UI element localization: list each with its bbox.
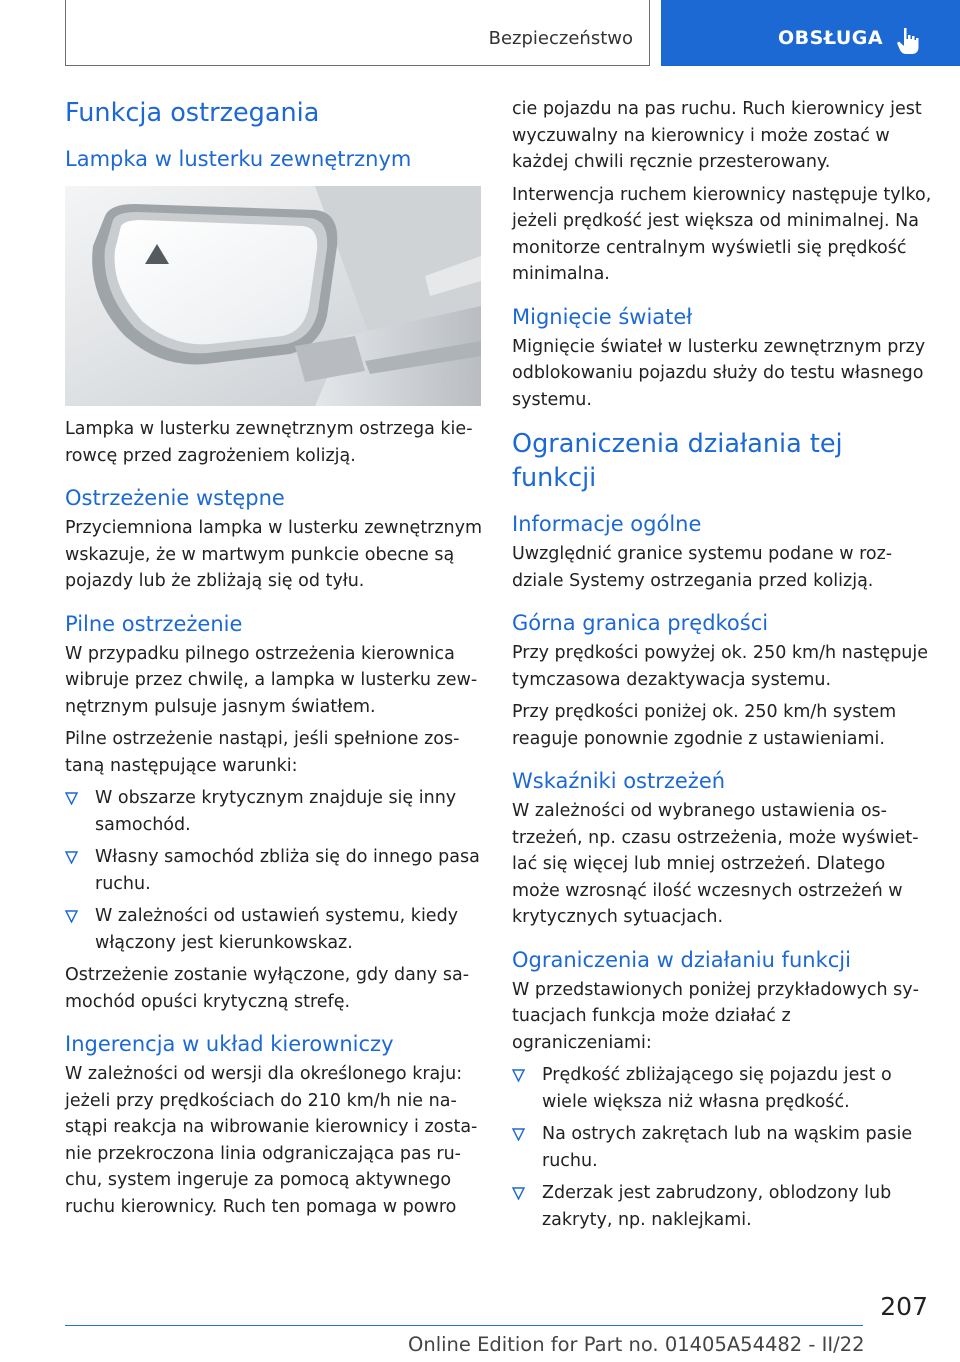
section-label: Bezpieczeństwo: [488, 28, 633, 49]
light-flash-text: Mignięcie świateł w lusterku zewnętrznym przy odblokowaniu pojazdu służy do testu własnego systemu.: [512, 336, 926, 410]
page-header: [0, 0, 960, 66]
page-number: 207: [880, 1292, 928, 1321]
pre-warning-heading: Ostrzeżenie wstępne: [65, 486, 285, 510]
urgent-warning-text: W przypadku pilnego ostrzeżenia kierownica wibruje przez chwilę, a lampka w lusterku zewnętrznym pulsuje jasnym światłem.: [65, 643, 478, 717]
bullet-triangle-icon: [512, 1187, 525, 1200]
pre-warning-text: Przyciemniona lampka w lusterku zewnętrznym wskazuje, że w martwym punkcie obecne są pojazdy lub że zbliżają się od tyłu.: [65, 518, 483, 591]
section-tab[interactable]: [65, 0, 650, 66]
list-item: Własny samochód zbliża się do innego pasa ruchu.: [65, 844, 485, 897]
hand-pointer-icon: [895, 26, 921, 56]
steering-text-continued: cie pojazdu na pas ruchu. Ruch kierownicy jest wyczuwalny na kierownicy i może zostać w każdej chwili ręcznie przesterowany.: [512, 99, 922, 172]
speed-limit-text-1: Przy prędkości powyżej ok. 250 km/h następuje tymczasowa dezaktywacja systemu.: [512, 643, 929, 690]
list-item: Zderzak jest zabrudzony, oblodzony lub zakryty, np. naklejkami.: [512, 1180, 932, 1233]
limits-list: [512, 1062, 932, 1233]
bullet-triangle-icon: [65, 851, 78, 864]
general-info-heading: Informacje ogólne: [512, 512, 702, 536]
warning-off-text: Ostrzeżenie zostanie wyłączone, gdy dany samochód opuści krytyczną strefę.: [65, 965, 470, 1012]
list-item: Na ostrych zakrętach lub na wąskim pasie ruchu.: [512, 1121, 932, 1174]
general-info-text: Uwzględnić granice systemu podane w rozdziale Systemy ostrzegania przed kolizją.: [512, 544, 893, 591]
list-item: W zależności od ustawień systemu, kiedy włączony jest kierunkowskaz.: [65, 903, 485, 956]
intro-text: Lampka w lusterku zewnętrznym ostrzega kierowcę przed zagrożeniem kolizją.: [65, 419, 473, 466]
warning-indicators-heading: Wskaźniki ostrzeżeń: [512, 769, 726, 793]
list-item: W obszarze krytycznym znajduje się inny samochód.: [65, 785, 485, 838]
list-item: Prędkość zbliżającego się pojazdu jest o wiele większa niż własna prędkość.: [512, 1062, 932, 1115]
edition-text: Online Edition for Part no. 01405A54482 - II/22: [408, 1333, 865, 1356]
bullet-triangle-icon: [65, 792, 78, 805]
side-mirror-illustration: [65, 186, 481, 406]
steering-min-speed-text: Interwencja ruchem kierownicy następuje tylko, jeżeli prędkość jest większa od minimalnej. Na monitorze centralnym wyświetli się prędkość minimalna.: [512, 184, 932, 284]
urgent-warning-conditions: Pilne ostrzeżenie nastąpi, jeśli spełnione zostaną następujące warunki:: [65, 729, 460, 776]
urgent-warning-heading: Pilne ostrzeżenie: [65, 611, 243, 636]
steering-text: W zależności od wersji dla określonego kraju: jeżeli przy prędkościach do 210 km/h nie nastąpi reakcja na wibrowanie kierownicy i zostanie przekroczona linia odgraniczająca pas ruchu, system ingeruje za pomocą aktywnego ruchu kierownicy. Ruch ten pomaga w powro: [65, 1064, 478, 1217]
bullet-triangle-icon: [512, 1069, 525, 1082]
bullet-triangle-icon: [65, 910, 78, 923]
section-title: Funkcja ostrzegania: [65, 98, 320, 128]
warning-indicators-text: W zależności od wybranego ustawienia ostrzeżeń, np. czasu ostrzeżenia, może wyświetlać się więcej lub mniej ostrzeżeń. Dlatego może wzrosnąć ilość wczesnych ostrzeżeń w krytycznych sytuacjach.: [512, 801, 919, 927]
light-flash-heading: Mignięcie świateł: [512, 304, 693, 329]
right-column: [512, 96, 932, 1239]
chapter-label: OBSŁUGA: [778, 27, 884, 49]
footer-divider: [65, 1325, 863, 1326]
steering-heading: Ingerencja w układ kierowniczy: [65, 1032, 394, 1056]
speed-limit-text-2: Przy prędkości poniżej ok. 250 km/h system reaguje ponownie zgodnie z ustawieniami.: [512, 702, 897, 749]
limits-title: Ograniczenia działania tej funkcji: [512, 429, 843, 493]
function-limits-text: W przedstawionych poniżej przykładowych sytuacjach funkcja może działać z ograniczeniami:: [512, 979, 919, 1053]
speed-limit-heading: Górna granica prędkości: [512, 611, 769, 635]
bullet-triangle-icon: [512, 1128, 525, 1141]
conditions-list: [65, 785, 485, 956]
function-limits-heading: Ograniczenia w działaniu funkcji: [512, 947, 851, 972]
left-column: [65, 96, 485, 1226]
subsection-title: Lampka w lusterku zewnętrznym: [65, 147, 412, 171]
